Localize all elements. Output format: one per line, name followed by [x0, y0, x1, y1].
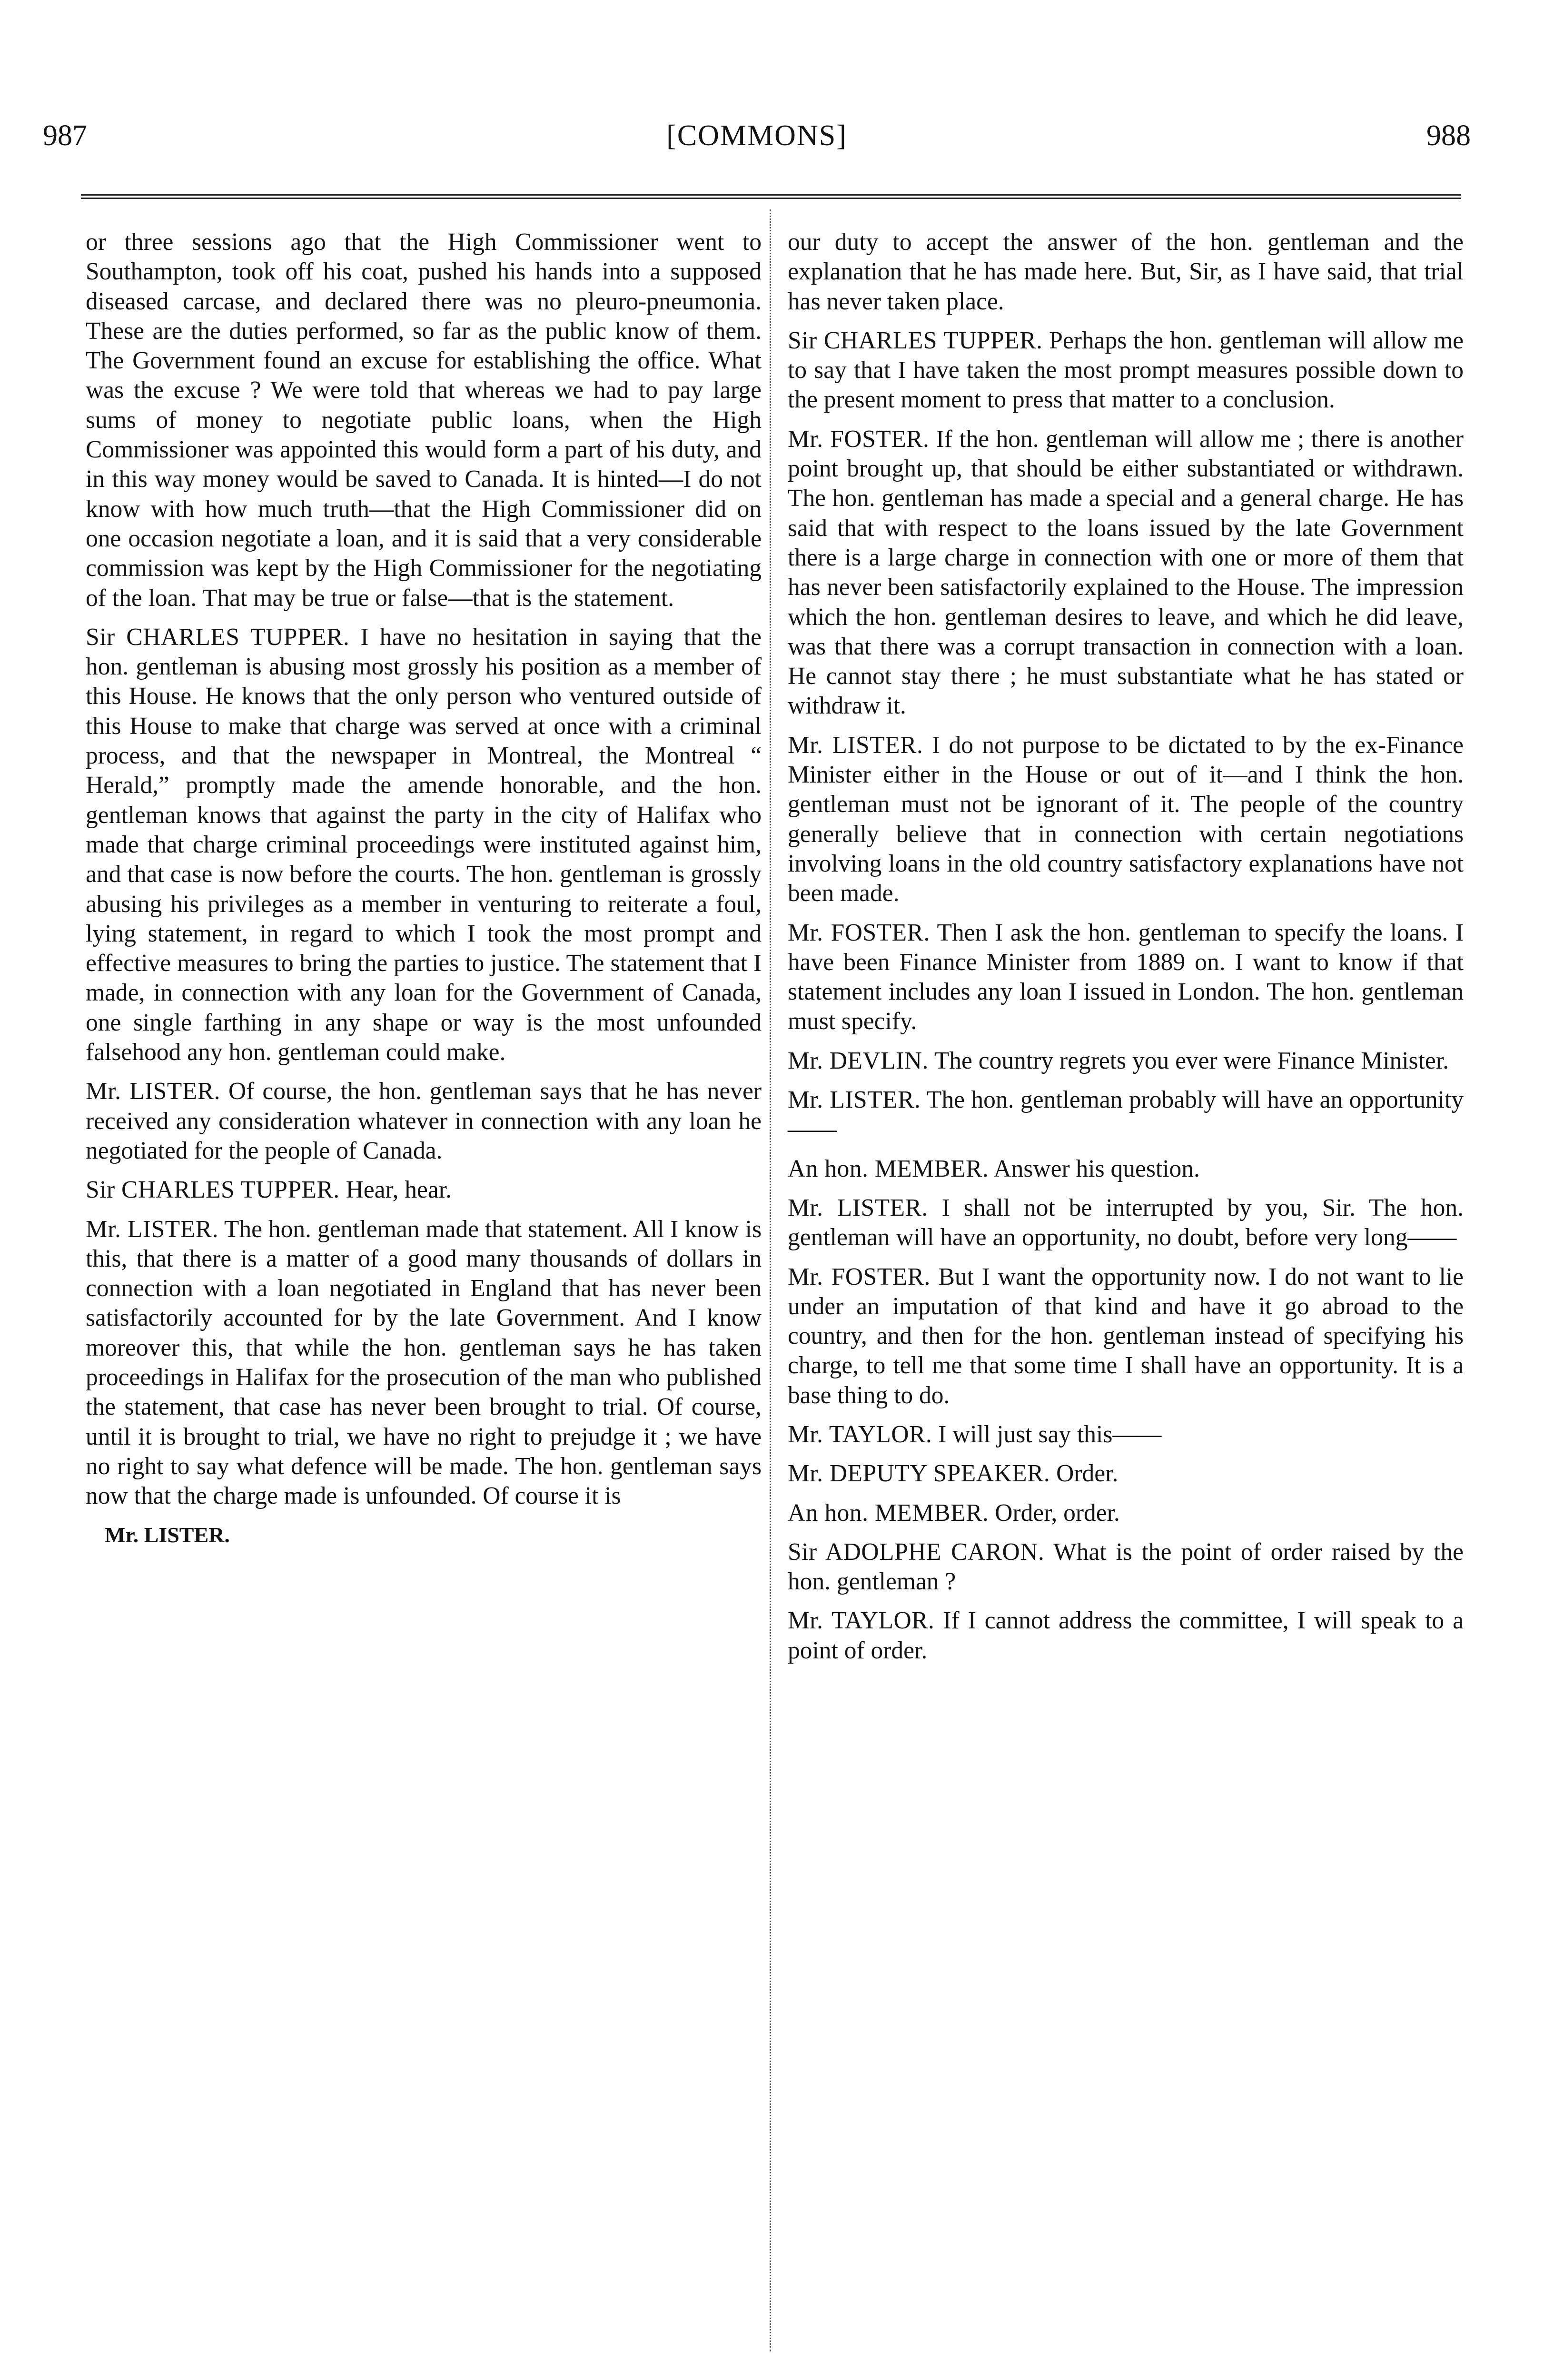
speaker-name: Mr. LISTER. — [788, 1086, 921, 1114]
speech-text: Then I ask the hon. gentleman to specify the loans. I have been Finance Minister from 1889 on. I want to know if that statement includes any loan I issued in London. The hon. gentleman must specify. — [788, 919, 1464, 1035]
speech-text: Of course, the hon. gentleman says that he has never received any consideration whatever in connection with any loan he negotiated for the people of Canada. — [86, 1078, 762, 1164]
right-column — [788, 228, 1464, 1675]
speech-paragraph — [788, 918, 1464, 1037]
speech-text: What is the point of order raised by the hon. gentleman ? — [788, 1538, 1464, 1596]
speaker-name: Mr. FOSTER. — [788, 919, 930, 946]
speaker-name: Sir CHARLES TUPPER. — [788, 327, 1043, 354]
left-page-number: 987 — [43, 119, 87, 152]
speech-text: The hon. gentleman probably will have an opportunity—— — [788, 1086, 1464, 1143]
left-column — [86, 228, 762, 1550]
speech-paragraph — [788, 1537, 1464, 1597]
speech-text: The hon. gentleman made that statement. All I know is this, that there is a matter of a good many thousands of dollars in connection with a loan negotiated in England that has never been satisfactorily accounted for by the late Government. And I know moreover this, that while the hon. gentleman says he has taken proceedings in Halifax for the prosecution of the man who published the statement, that case has never been brought to trial. Of course, until it is brought to trial, we have no right to prejudge it ; we have no right to say what defence will be made. The hon. gentleman says now that the charge made is unfounded. Of course it is — [86, 1215, 762, 1510]
speaker-name: Mr. LISTER. — [788, 731, 923, 759]
speech-paragraph — [788, 1606, 1464, 1666]
speaker-name: Mr. DEVLIN. — [788, 1047, 929, 1074]
speech-text: I have no hesitation in saying that the hon. gentleman is abusing most grossly his position as a member of this House. He knows that the only person who ventured outside of this House to make that charge was served at once with a criminal process, and that the newspaper in Montreal, the Montreal “ Herald,” promptly made the amende honorable, and the hon. gentleman knows that against the party in the city of Halifax who made that charge criminal proceedings were instituted against him, and that case is now before the courts. The hon. gentleman is grossly abusing his privileges as a member in venturing to reiterate a foul, lying statement, in regard to which I took the most prompt and effective measures to bring the parties to justice. The statement that I made, in connection with any loan for the Government of Canada, one single farthing in any shape or way is the most unfounded falsehood any hon. gentleman could make. — [86, 623, 762, 1066]
speech-paragraph — [788, 1498, 1464, 1528]
speech-paragraph — [788, 425, 1464, 721]
speech-paragraph — [788, 1046, 1464, 1076]
speech-paragraph — [788, 228, 1464, 317]
column-divider — [770, 209, 771, 2351]
speaker-name: Sir CHARLES TUPPER. — [86, 623, 350, 651]
speaker-name: An hon. MEMBER. — [788, 1499, 989, 1527]
speaker-name: Mr. FOSTER. — [788, 425, 930, 453]
speaker-name: Sir CHARLES TUPPER. — [86, 1176, 340, 1204]
speaker-name: An hon. MEMBER. — [788, 1155, 989, 1182]
speech-paragraph — [788, 1085, 1464, 1145]
speech-text: But I want the opportunity now. I do not want to lie under an imputation of that kind and have it go abroad to the country, and then for the hon. gentleman instead of specifying his charge, to tell me that some time I shall have an opportunity. It is a base thing to do. — [788, 1263, 1464, 1409]
speech-text: or three sessions ago that the High Commissioner went to Southampton, took off his coat, pushed his hands into a supposed diseased carcase, and declared there was no pleuro-pneumonia. These are the duties performed, so far as the public know of them. The Government found an excuse for establishing the office. What was the excuse ? We were told that whereas we had to pay large sums of money to negotiate public loans, when the High Commissioner was appointed this would form a part of his duty, and in this way money would be saved to Canada. It is hinted—I do not know with how much truth—that the High Commissioner did on one occasion negotiate a loan, and it is said that a very considerable commission was kept by the High Commissioner for the negotiating of the loan. That may be true or false—that is the statement. — [86, 228, 762, 612]
speech-text: Hear, hear. — [346, 1176, 452, 1204]
speech-text: I will just say this—— — [938, 1420, 1162, 1448]
speech-text: Answer his question. — [993, 1155, 1200, 1182]
speech-text: I shall not be interrupted by you, Sir. The hon. gentleman will have an opportunity, no doubt, before very long—— — [788, 1194, 1464, 1251]
speech-paragraph — [86, 1215, 762, 1511]
speech-paragraph — [788, 1459, 1464, 1488]
running-title: [COMMONS] — [666, 119, 847, 152]
right-page-number: 988 — [1426, 119, 1471, 152]
speech-text: our duty to accept the answer of the hon. gentleman and the explanation that he has made here. But, Sir, as I have said, that trial has never taken place. — [788, 228, 1464, 315]
speech-paragraph — [788, 1193, 1464, 1253]
speaker-name: Mr. FOSTER. — [788, 1263, 930, 1290]
speech-text: The country regrets you ever were Finance Minister. — [934, 1047, 1449, 1074]
speech-paragraph — [86, 228, 762, 613]
speech-text: I do not purpose to be dictated to by the ex-Finance Minister either in the House or out of it—and I think the hon. gentleman must not be ignorant of it. The people of the country generally believe that in connection with certain negotiations involving loans in the old country satisfactory explanations have not been made. — [788, 731, 1464, 907]
speaker-name: Mr. LISTER. — [788, 1194, 928, 1221]
speaker-name: Mr. DEPUTY SPEAKER. — [788, 1460, 1050, 1488]
speaker-name: Mr. LISTER. — [86, 1215, 218, 1243]
speaker-name: Mr. TAYLOR. — [788, 1420, 932, 1448]
speech-paragraph — [86, 1175, 762, 1205]
speech-text: If I cannot address the committee, I will speak to a point of order. — [788, 1607, 1464, 1664]
speech-paragraph — [788, 1154, 1464, 1184]
continuation-speaker: Mr. LISTER. — [105, 1523, 230, 1547]
speech-paragraph — [788, 326, 1464, 415]
speaker-name: Sir ADOLPHE CARON. — [788, 1538, 1045, 1566]
page-header — [43, 109, 1471, 162]
speech-text: Order, order. — [995, 1499, 1120, 1527]
header-rule — [81, 194, 1461, 199]
speech-paragraph — [86, 623, 762, 1067]
speech-text: If the hon. gentleman will allow me ; there is another point brought up, that should be either substantiated or withdrawn. The hon. gentleman has made a special and a general charge. He has said that with respect to the loans issued by the late Government there is a large charge in connection with one or more of them that has never been satisfactorily explained to the House. The impression which the hon. gentleman desires to leave, and which he did leave, was that there was a corrupt transaction in connection with a loan. He cannot stay there ; he must substantiate what he has stated or withdraw it. — [788, 425, 1464, 720]
speech-text: Order. — [1056, 1460, 1119, 1488]
speaker-name: Mr. LISTER. — [86, 1078, 220, 1105]
speech-paragraph — [788, 731, 1464, 909]
speech-paragraph — [788, 1262, 1464, 1410]
speech-paragraph — [788, 1420, 1464, 1449]
speech-paragraph — [86, 1077, 762, 1166]
speech-text: Perhaps the hon. gentleman will allow me to say that I have taken the most prompt measures possible down to the present moment to press that matter to a conclusion. — [788, 327, 1464, 414]
speaker-name: Mr. TAYLOR. — [788, 1607, 935, 1635]
